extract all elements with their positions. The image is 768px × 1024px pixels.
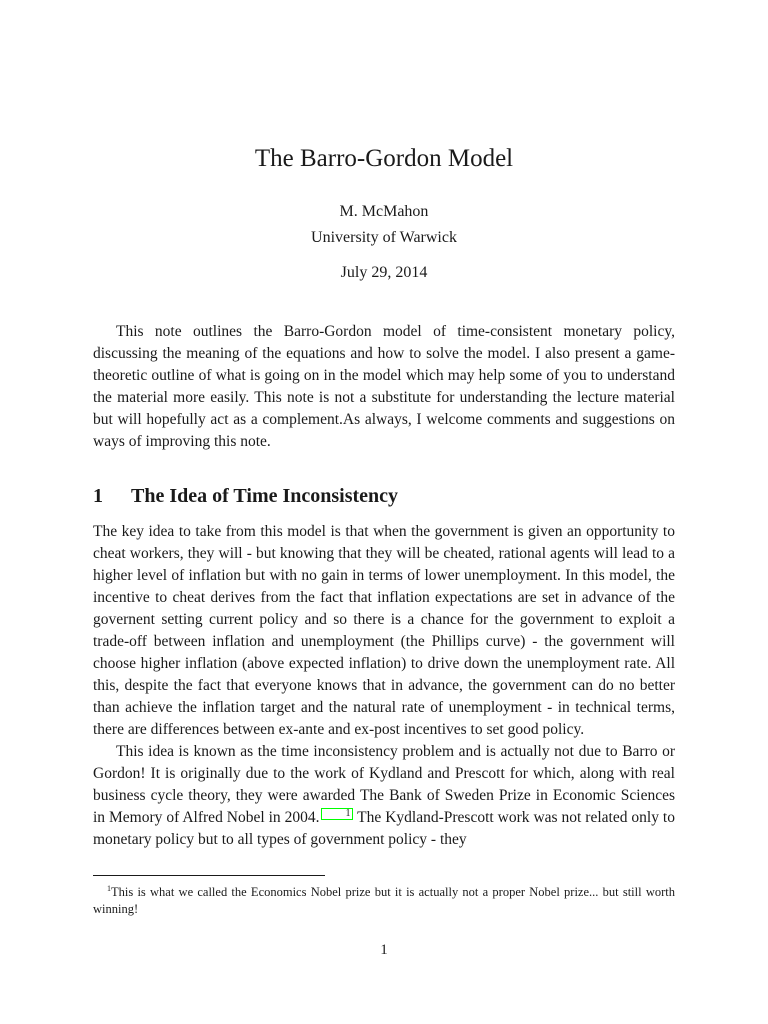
document-date: July 29, 2014 — [340, 264, 428, 281]
document-title: The Barro-Gordon Model — [254, 145, 514, 172]
page-number: 1 — [380, 942, 388, 958]
footnote-text: This is what we called the Economics Nobel prize but it is actually not a proper Nobel prize... but still worth winning! — [93, 885, 675, 917]
footnote-rule — [93, 875, 325, 876]
paragraph-2 — [93, 741, 675, 851]
footnote — [93, 880, 675, 918]
paragraph-2-text: This idea is known as the time inconsistency problem and is actually not due to Barro or Gordon! It is originally due to the work of Kydland and Prescott for which, along with real business cycle theory, they were awarded The Bank of Sweden Prize in Economic Sciences in Memory of Alfred Nobel in 2004. — [93, 743, 675, 826]
section-body — [93, 521, 675, 851]
footnote-number: 1 — [107, 884, 111, 893]
author-affiliation: University of Warwick — [311, 229, 457, 246]
author-name: M. McMahon — [339, 203, 429, 220]
section-number: 1 — [93, 485, 103, 507]
paragraph-2-continuation: The Kydland-Prescott work was not related only to monetary policy but to all types of government policy - they — [93, 809, 675, 848]
footnote-link[interactable]: 1 — [321, 808, 353, 820]
paragraph-1: The key idea to take from this model is that when the government is given an opportunity to cheat workers, they will - but knowing that they will be cheated, rational agents will lead to a higher level of inflation but with no gain in terms of lower unemployment. In this model, the incentive to cheat derives from the fact that inflation expectations are set in advance of the governent setting current policy and so there is a chance for the government to exploit a trade-off between inflation and unemployment (the Phillips curve) - the government will choose higher inflation (above expected inflation) to drive down the unemployment rate. All this, despite the fact that everyone knows that in advance, the government can do no better than achieve the inflation target and the natural rate of unemployment - in technical terms, there are differences between ex-ante and ex-post incentives to set good policy. — [93, 523, 675, 738]
abstract: This note outlines the Barro-Gordon model of time-consistent monetary policy, discussing the meaning of the equations and how to solve the model. I also present a game-theoretic outline of what is going on in the model which may help some of you to understand the material more easily. This note is not a substitute for understanding the lecture material but will hopefully act as a complement.As always, I welcome comments and suggestions on ways of improving this note. — [93, 323, 675, 450]
section-heading — [93, 482, 675, 510]
section-title: The Idea of Time Inconsistency — [131, 485, 399, 507]
